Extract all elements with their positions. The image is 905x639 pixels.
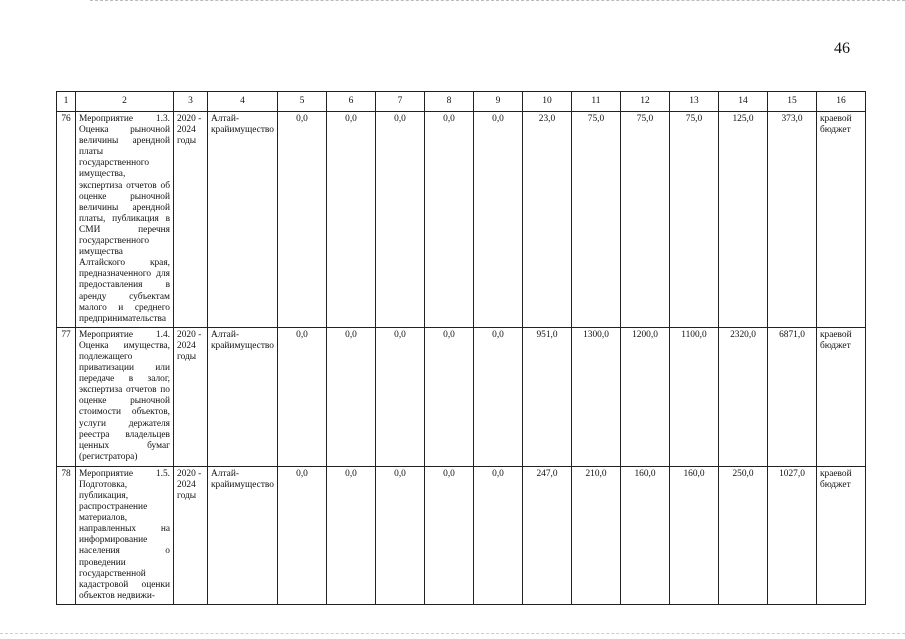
measure-description: Мероприятие 1.3. Оценка рыночной величины арендной платы государственного имущества, экспертиза отчетов об оценке рыночной величины арендной платы, публикация в СМИ перечня государственного имущества Алтайского края, предназначенного для предоставления в аренду субъектам малого и среднего предпринимательства [76, 112, 174, 328]
period: 2020 - 2024 годы [174, 466, 208, 604]
value-cell: 160,0 [620, 466, 669, 604]
col-header: 14 [718, 92, 767, 112]
value-cell: 0,0 [277, 466, 326, 604]
budget-table [56, 91, 866, 605]
col-header: 15 [767, 92, 816, 112]
value-cell: 0,0 [424, 327, 473, 466]
period: 2020 - 2024 годы [174, 112, 208, 328]
col-header: 9 [473, 92, 522, 112]
row-number: 77 [57, 327, 76, 466]
value-cell: 75,0 [571, 112, 620, 328]
scan-top-edge [90, 0, 905, 1]
col-header: 6 [326, 92, 375, 112]
value-cell: 1200,0 [620, 327, 669, 466]
value-cell: 75,0 [669, 112, 718, 328]
page-number: 46 [834, 40, 850, 57]
value-cell: 373,0 [767, 112, 816, 328]
scan-bottom-edge [0, 633, 905, 634]
col-header: 10 [522, 92, 571, 112]
value-cell: 0,0 [326, 327, 375, 466]
value-cell: 1100,0 [669, 327, 718, 466]
value-cell: 0,0 [277, 327, 326, 466]
row-number: 78 [57, 466, 76, 604]
col-header: 16 [816, 92, 865, 112]
column-number-row [57, 92, 866, 112]
value-cell: 0,0 [375, 327, 424, 466]
value-cell: 160,0 [669, 466, 718, 604]
measure-description: Мероприятие 1.5. Подготовка, публикация, распространение материалов, направленных на информирование населения о проведении государственной кадастровой оценки объектов недвижи- [76, 466, 174, 604]
value-cell: 951,0 [522, 327, 571, 466]
value-cell: 125,0 [718, 112, 767, 328]
value-cell: 250,0 [718, 466, 767, 604]
col-header: 13 [669, 92, 718, 112]
col-header: 8 [424, 92, 473, 112]
value-cell: 0,0 [424, 466, 473, 604]
value-cell: 0,0 [375, 466, 424, 604]
col-header: 11 [571, 92, 620, 112]
value-cell: 210,0 [571, 466, 620, 604]
col-header: 1 [57, 92, 76, 112]
value-cell: 0,0 [326, 112, 375, 328]
period: 2020 - 2024 годы [174, 327, 208, 466]
value-cell: 0,0 [375, 112, 424, 328]
row-number: 76 [57, 112, 76, 328]
table-row [57, 466, 866, 604]
col-header: 12 [620, 92, 669, 112]
value-cell: 1027,0 [767, 466, 816, 604]
value-cell: 0,0 [473, 112, 522, 328]
value-cell: 247,0 [522, 466, 571, 604]
col-header: 7 [375, 92, 424, 112]
funding-source: краевой бюджет [816, 466, 865, 604]
col-header: 2 [76, 92, 174, 112]
value-cell: 75,0 [620, 112, 669, 328]
value-cell: 6871,0 [767, 327, 816, 466]
value-cell: 0,0 [473, 327, 522, 466]
value-cell: 0,0 [473, 466, 522, 604]
col-header: 4 [208, 92, 278, 112]
value-cell: 1300,0 [571, 327, 620, 466]
table-row [57, 112, 866, 328]
value-cell: 23,0 [522, 112, 571, 328]
executor: Алтай-крайимущество [208, 466, 278, 604]
col-header: 5 [277, 92, 326, 112]
executor: Алтай-крайимущество [208, 327, 278, 466]
funding-source: краевой бюджет [816, 112, 865, 328]
value-cell: 0,0 [326, 466, 375, 604]
value-cell: 2320,0 [718, 327, 767, 466]
measure-description: Мероприятие 1.4. Оценка имущества, подлежащего приватизации или передаче в залог, экспертиза отчетов по оценке рыночной стоимости объектов, услуги держателя реестра владельцев ценных бумаг (регистратора) [76, 327, 174, 466]
col-header: 3 [174, 92, 208, 112]
value-cell: 0,0 [277, 112, 326, 328]
executor: Алтай-крайимущество [208, 112, 278, 328]
funding-source: краевой бюджет [816, 327, 865, 466]
table-row [57, 327, 866, 466]
value-cell: 0,0 [424, 112, 473, 328]
